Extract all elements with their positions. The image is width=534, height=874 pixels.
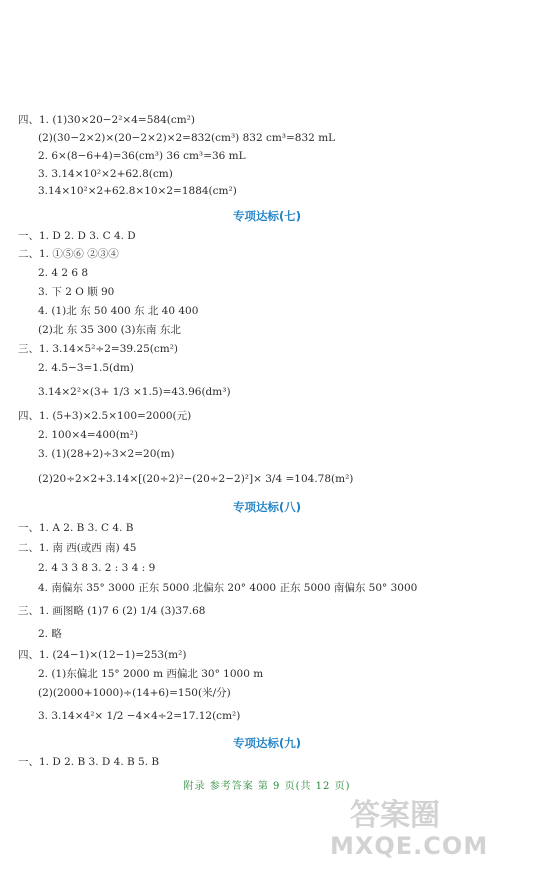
watermark-logo: 答案圈 [350, 798, 440, 833]
page-footer: 附录 参考答案 第 9 页(共 12 页) [183, 781, 351, 792]
answer-line: (2)20÷2×2+3.14×[(20÷2)²−(20÷2−2)²]× 3/4 =104.78(m²) [38, 473, 354, 485]
answer-line: 三、1. 3.14×5²÷2=39.25(cm²) [18, 343, 178, 355]
answer-line: 2. 4 3 3 8 3. 2 : 3 4 : 9 [38, 562, 156, 574]
section-heading-9: 专项达标(九) [232, 736, 301, 750]
answer-line: 3. 下 2 O 顺 90 [38, 286, 115, 298]
answer-line: (2)北 东 35 300 (3)东南 东北 [38, 324, 181, 336]
answer-line: (2)(2000+1000)÷(14+6)=150(米/分) [38, 687, 231, 699]
answer-line: 2. 略 [38, 628, 62, 640]
answer-line: 三、1. 画图略 (1)7 6 (2) 1/4 (3)37.68 [18, 605, 206, 617]
answer-line: 4. 南偏东 35° 3000 正东 5000 北偏东 20° 4000 正东 5000 南偏东 50° 3000 [38, 582, 418, 594]
answer-line: 2. (1)东偏北 15° 2000 m 西偏北 30° 1000 m [38, 668, 264, 680]
answer-line: 二、1. 南 西(或西 南) 45 [18, 542, 137, 554]
answer-line: 二、1. ①⑤⑥ ②③④ [18, 248, 119, 260]
answer-line: 2. 4 2 6 8 [38, 267, 89, 279]
section-heading-7: 专项达标(七) [232, 209, 301, 223]
answer-line: 3. 3.14×10²×2+62.8(cm) [38, 168, 173, 180]
answer-line: 四、1. (24−1)×(12−1)=253(m²) [18, 649, 187, 661]
answer-line: (2)(30−2×2)×(20−2×2)×2=832(cm³) 832 cm³=832 mL [38, 132, 336, 144]
answer-line: 四、1. (1)30×20−2²×4=584(cm²) [18, 114, 195, 126]
answer-line: 3.14×10²×2+62.8×10×2=1884(cm²) [38, 185, 237, 197]
answer-line: 2. 6×(8−6+4)=36(cm³) 36 cm³=36 mL [38, 150, 246, 162]
answer-line: 3. (1)(28+2)÷3×2=20(m) [38, 448, 175, 460]
answer-line: 一、1. D 2. B 3. D 4. B 5. B [18, 756, 160, 768]
answer-line: 2. 100×4=400(m²) [38, 429, 139, 441]
watermark-url: MXQE.COM [330, 832, 489, 860]
answer-line: 四、1. (5+3)×2.5×100=2000(元) [18, 410, 192, 422]
answer-line: 4. (1)北 东 50 400 东 北 40 400 [38, 305, 199, 317]
answer-line: 一、1. D 2. D 3. C 4. D [18, 230, 136, 242]
answer-line: 2. 4.5−3=1.5(dm) [38, 362, 134, 374]
answer-line: 一、1. A 2. B 3. C 4. B [18, 522, 134, 534]
answer-line: 3.14×2²×(3+ 1/3 ×1.5)=43.96(dm³) [38, 386, 231, 398]
answer-line: 3. 3.14×4²× 1/2 −4×4÷2=17.12(cm²) [38, 710, 241, 722]
section-heading-8: 专项达标(八) [232, 500, 301, 514]
